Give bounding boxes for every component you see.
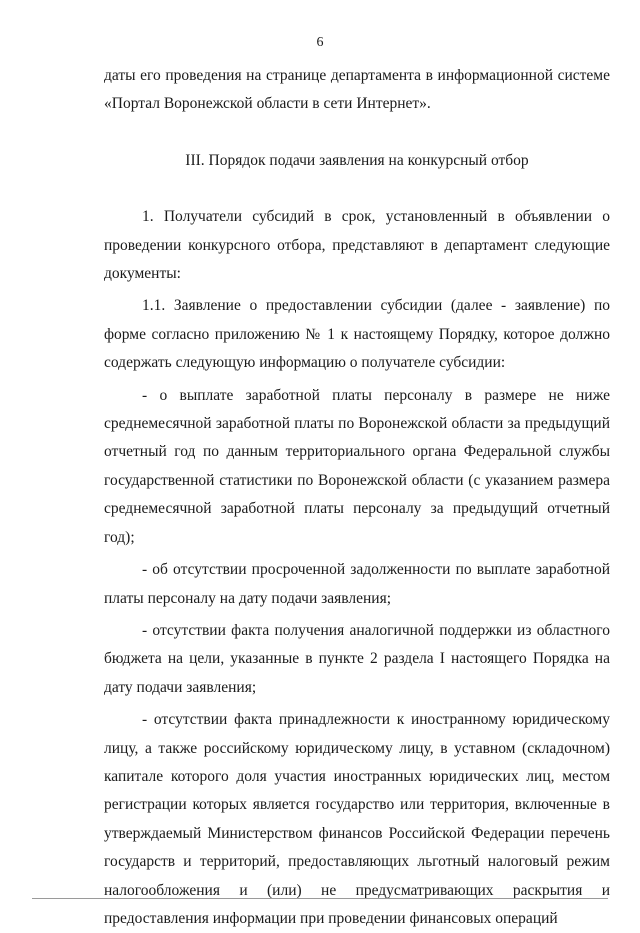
- list-item-arrears: - об отсутствии просроченной задолженности по выплате заработной платы персоналу на дату подачи заявления;: [104, 561, 610, 607]
- document-body: [104, 62, 610, 933]
- list-item-salary: - о выплате заработной платы персоналу в размере не ниже среднемесячной заработной платы по Воронежской области за предыдущий отчетный год по данным территориального органа Федеральной службы государственной статистики по Воронежской области (с указанием размера среднемесячной заработной платы персоналу за предыдущий отчетный год);: [104, 386, 610, 546]
- paragraph-1: 1. Получатели субсидий в срок, установленный в объявлении о проведении конкурсного отбора, представляют в департамент следующие документы:: [104, 208, 610, 283]
- paragraph-continuation: даты его проведения на странице департамента в информационной системе «Портал Воронежской области в сети Интернет».: [104, 67, 610, 113]
- list-item-support: - отсутствии факта получения аналогичной поддержки из областного бюджета на цели, указанные в пункте 2 раздела I настоящего Порядка на дату подачи заявления;: [104, 621, 610, 696]
- page-number: 6: [316, 35, 324, 50]
- list-item-foreign: - отсутствии факта принадлежности к иностранному юридическому лицу, а также российскому юридическому лицу, в уставном (складочном) капитале которого доля участия иностранных юридических лиц, местом регистрации которых является государство или территория, включенные в утверждаемый Министерством финансов Российской Федерации перечень государств и территорий, предоставляющих льготный налоговый режим налогообложения и (или) не предусматривающих раскрытия и предоставления информации при проведении финансовых операций: [104, 711, 610, 927]
- paragraph-1-1: 1.1. Заявление о предоставлении субсидии (далее - заявление) по форме согласно приложению № 1 к настоящему Порядку, которое должно содержать следующую информацию о получателе субсидии:: [104, 297, 610, 372]
- section-heading: III. Порядок подачи заявления на конкурсный отбор: [185, 151, 529, 169]
- bottom-rule: [32, 898, 608, 899]
